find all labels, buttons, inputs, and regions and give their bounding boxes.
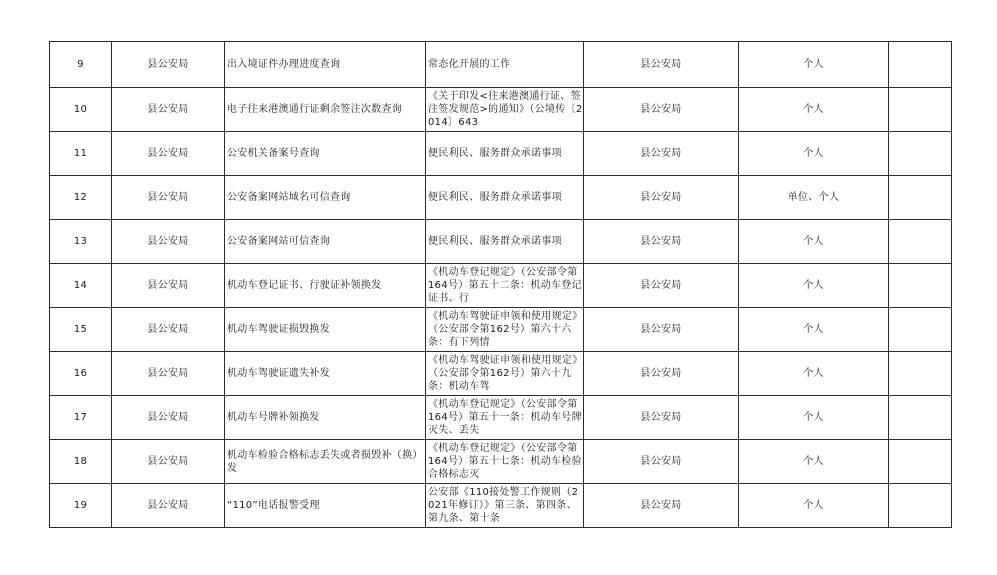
cell-department (584, 264, 739, 308)
cell-number-text: 19 (73, 500, 88, 511)
cell-basis (426, 308, 584, 352)
cell-item-name-text: 机动车检验合格标志丢失或者损毁补（换）发 (227, 449, 423, 474)
cell-basis-text: 《机动车登记规定》（公安部令第164号）第五十一条：机动车号牌灭失、丢失 (428, 399, 582, 436)
cell-department-text: 县公安局 (640, 456, 682, 467)
table-row (50, 484, 952, 528)
cell-item-name (225, 484, 426, 528)
cell-department (584, 176, 739, 220)
cell-department (584, 220, 739, 264)
cell-note (889, 264, 952, 308)
table-row (50, 176, 952, 220)
cell-department-text: 县公安局 (640, 192, 682, 203)
cell-item-name (225, 220, 426, 264)
cell-target-text: 单位、个人 (787, 192, 840, 203)
cell-department (584, 132, 739, 176)
cell-target (739, 484, 889, 528)
cell-item-name-text: 公安备案网站可信查询 (227, 236, 330, 247)
cell-unit-text: 县公安局 (147, 148, 189, 159)
cell-note (889, 42, 952, 88)
cell-unit (112, 308, 225, 352)
cell-item-name (225, 42, 426, 88)
cell-item-name (225, 308, 426, 352)
cell-number (50, 264, 112, 308)
cell-basis-text: 《机动车登记规定》（公安部令第164号）第五十二条：机动车登记证书、行 (428, 267, 582, 304)
cell-item-name (225, 352, 426, 396)
cell-unit (112, 42, 225, 88)
cell-basis (426, 42, 584, 88)
cell-department (584, 308, 739, 352)
cell-target-text: 个人 (803, 412, 824, 423)
cell-target-text: 个人 (803, 104, 824, 115)
cell-note (889, 176, 952, 220)
cell-target (739, 308, 889, 352)
cell-item-name (225, 132, 426, 176)
cell-target (739, 132, 889, 176)
cell-unit-text: 县公安局 (147, 456, 189, 467)
cell-item-name-text: “110”电话报警受理 (227, 500, 320, 511)
cell-unit (112, 220, 225, 264)
cell-target (739, 264, 889, 308)
cell-unit-text: 县公安局 (147, 280, 189, 291)
cell-item-name-text: 公安备案网站域名可信查询 (227, 192, 351, 203)
cell-target-text: 个人 (803, 500, 824, 511)
cell-department (584, 396, 739, 440)
cell-basis-text: 《关于印发<往来港澳通行证、签注签发规范>的通知》（公境传〔2014〕643 (428, 91, 583, 128)
cell-department (584, 440, 739, 484)
cell-number-text: 13 (73, 236, 88, 247)
cell-item-name-text: 电子往来港澳通行证剩余签注次数查询 (227, 104, 403, 115)
cell-basis (426, 88, 584, 132)
cell-department (584, 484, 739, 528)
cell-unit (112, 440, 225, 484)
cell-department-text: 县公安局 (640, 368, 682, 379)
cell-unit-text: 县公安局 (147, 412, 189, 423)
cell-number (50, 220, 112, 264)
cell-target (739, 176, 889, 220)
table-body (50, 42, 952, 528)
cell-basis-text: 便民利民、服务群众承诺事项 (428, 236, 562, 247)
table-row (50, 440, 952, 484)
cell-basis-text: 便民利民、服务群众承诺事项 (428, 192, 562, 203)
table-row (50, 308, 952, 352)
cell-unit-text: 县公安局 (147, 500, 189, 511)
cell-basis (426, 132, 584, 176)
cell-target (739, 396, 889, 440)
cell-target-text: 个人 (803, 456, 824, 467)
cell-number-text: 14 (73, 280, 88, 291)
cell-target-text: 个人 (803, 148, 824, 159)
cell-number (50, 440, 112, 484)
cell-unit-text: 县公安局 (147, 192, 189, 203)
table-row (50, 88, 952, 132)
cell-basis (426, 176, 584, 220)
cell-note (889, 132, 952, 176)
cell-number (50, 88, 112, 132)
cell-note (889, 308, 952, 352)
cell-target (739, 440, 889, 484)
cell-unit (112, 132, 225, 176)
cell-department-text: 县公安局 (640, 324, 682, 335)
cell-department (584, 88, 739, 132)
cell-item-name (225, 88, 426, 132)
cell-department-text: 县公安局 (640, 59, 682, 70)
cell-note (889, 352, 952, 396)
cell-number (50, 308, 112, 352)
cell-number-text: 16 (73, 368, 88, 379)
cell-unit-text: 县公安局 (147, 324, 189, 335)
cell-basis (426, 264, 584, 308)
table-row (50, 132, 952, 176)
cell-item-name-text: 公安机关备案号查询 (227, 148, 320, 159)
cell-department-text: 县公安局 (640, 412, 682, 423)
cell-basis (426, 220, 584, 264)
cell-number-text: 11 (73, 148, 88, 159)
cell-note (889, 484, 952, 528)
cell-department-text: 县公安局 (640, 500, 682, 511)
cell-number (50, 176, 112, 220)
cell-number (50, 132, 112, 176)
cell-item-name-text: 机动车驾驶证损毁换发 (227, 324, 330, 335)
cell-unit (112, 352, 225, 396)
cell-basis (426, 352, 584, 396)
cell-unit-text: 县公安局 (147, 59, 189, 70)
cell-item-name (225, 176, 426, 220)
cell-note (889, 440, 952, 484)
cell-unit-text: 县公安局 (147, 368, 189, 379)
table-row (50, 352, 952, 396)
cell-basis-text: 公安部《110接处警工作规则（2021年修订）》第三条、第四条、第九条、第十条 (428, 487, 579, 524)
cell-unit (112, 176, 225, 220)
cell-number-text: 9 (77, 59, 84, 70)
cell-item-name (225, 396, 426, 440)
cell-department (584, 352, 739, 396)
cell-number (50, 42, 112, 88)
cell-note (889, 220, 952, 264)
cell-target (739, 42, 889, 88)
cell-number-text: 17 (73, 412, 88, 423)
cell-target-text: 个人 (803, 368, 824, 379)
cell-item-name (225, 264, 426, 308)
cell-unit (112, 396, 225, 440)
cell-number (50, 396, 112, 440)
cell-target-text: 个人 (803, 59, 824, 70)
table-row (50, 396, 952, 440)
cell-number (50, 352, 112, 396)
cell-number-text: 18 (73, 456, 88, 467)
cell-target (739, 88, 889, 132)
cell-note (889, 396, 952, 440)
table-row (50, 42, 952, 88)
cell-basis-text: 《机动车驾驶证申领和使用规定》（公安部令第162号）第六十六条：有下列情 (428, 311, 583, 348)
cell-unit (112, 88, 225, 132)
cell-unit-text: 县公安局 (147, 104, 189, 115)
cell-number-text: 12 (73, 192, 88, 203)
cell-item-name (225, 440, 426, 484)
cell-item-name-text: 机动车登记证书、行驶证补领换发 (227, 280, 382, 291)
cell-department-text: 县公安局 (640, 280, 682, 291)
table-row (50, 220, 952, 264)
cell-basis-text: 《机动车登记规定》（公安部令第164号）第五十七条：机动车检验合格标志灭 (428, 443, 582, 480)
cell-item-name-text: 机动车驾驶证遗失补发 (227, 368, 330, 379)
cell-unit (112, 264, 225, 308)
cell-unit-text: 县公安局 (147, 236, 189, 247)
cell-basis (426, 440, 584, 484)
cell-target (739, 220, 889, 264)
cell-unit (112, 484, 225, 528)
table-row (50, 264, 952, 308)
cell-department-text: 县公安局 (640, 148, 682, 159)
cell-item-name-text: 机动车号牌补领换发 (227, 412, 320, 423)
cell-number-text: 10 (73, 104, 88, 115)
service-items-table (49, 41, 952, 528)
cell-department (584, 42, 739, 88)
cell-item-name-text: 出入境证件办理进度查询 (227, 59, 341, 70)
cell-basis (426, 396, 584, 440)
cell-target-text: 个人 (803, 324, 824, 335)
cell-target-text: 个人 (803, 280, 824, 291)
cell-basis-text: 常态化开展的工作 (428, 59, 511, 70)
cell-note (889, 88, 952, 132)
cell-department-text: 县公安局 (640, 236, 682, 247)
cell-basis (426, 484, 584, 528)
cell-basis-text: 便民利民、服务群众承诺事项 (428, 148, 562, 159)
cell-department-text: 县公安局 (640, 104, 682, 115)
cell-target-text: 个人 (803, 236, 824, 247)
cell-number-text: 15 (73, 324, 88, 335)
cell-number (50, 484, 112, 528)
cell-target (739, 352, 889, 396)
cell-basis-text: 《机动车驾驶证申领和使用规定》（公安部令第162号）第六十九条：机动车驾 (428, 355, 583, 392)
